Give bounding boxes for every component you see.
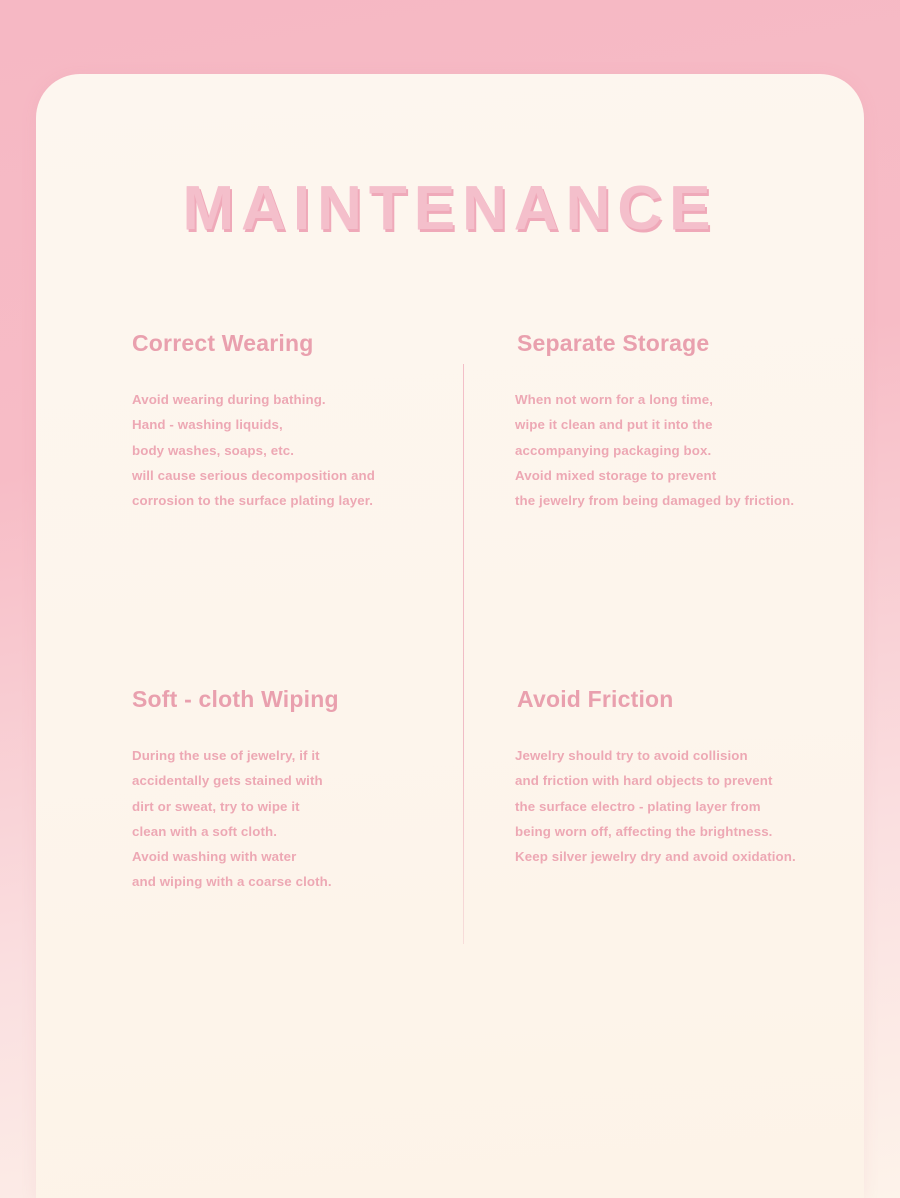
section-heading: Correct Wearing (132, 330, 314, 356)
section-body-line: body washes, soaps, etc. (132, 442, 295, 458)
section-body-line: Jewelry should try to avoid collision (515, 748, 748, 763)
section-body-line: accompanying packaging box. (515, 442, 712, 458)
section-body-line: the surface electro - plating layer from (515, 798, 761, 814)
section-heading: Avoid Friction (517, 686, 674, 712)
section-body-line: accidentally gets stained with (132, 773, 323, 789)
section-body-line: Avoid washing with water (132, 849, 297, 865)
section-heading: Separate Storage (517, 330, 710, 356)
section-avoid-friction (515, 686, 885, 869)
section-body-line: Keep silver jewelry dry and avoid oxidation. (515, 849, 796, 865)
section-body (132, 387, 502, 513)
section-body-line: During the use of jewelry, if it (132, 748, 320, 763)
page-title: MAINTENANCE (182, 174, 718, 243)
section-body-line: dirt or sweat, try to wipe it (132, 798, 300, 814)
section-body-line: clean with a soft cloth. (132, 823, 277, 839)
section-body-line: When not worn for a long time, (515, 392, 714, 407)
content-card (36, 74, 864, 1198)
section-body-line: wipe it clean and put it into the (515, 417, 713, 433)
section-body-line: and friction with hard objects to prevent (515, 773, 773, 789)
section-separate-storage (515, 330, 885, 513)
section-soft-cloth-wiping (132, 686, 502, 895)
section-body-line: the jewelry from being damaged by friction. (515, 493, 795, 509)
section-body (515, 387, 885, 513)
section-body-line: Hand - washing liquids, (132, 417, 283, 433)
section-body-line: will cause serious decomposition and (132, 467, 376, 483)
section-correct-wearing (132, 330, 502, 513)
section-body-line: Avoid wearing during bathing. (132, 392, 326, 407)
section-body (515, 743, 885, 869)
section-body-line: and wiping with a coarse cloth. (132, 874, 332, 890)
section-heading: Soft - cloth Wiping (132, 686, 339, 712)
section-body-line: Avoid mixed storage to prevent (515, 467, 717, 483)
section-body (132, 743, 502, 895)
section-body-line: corrosion to the surface plating layer. (132, 493, 374, 509)
section-body-line: being worn off, affecting the brightness. (515, 823, 773, 839)
